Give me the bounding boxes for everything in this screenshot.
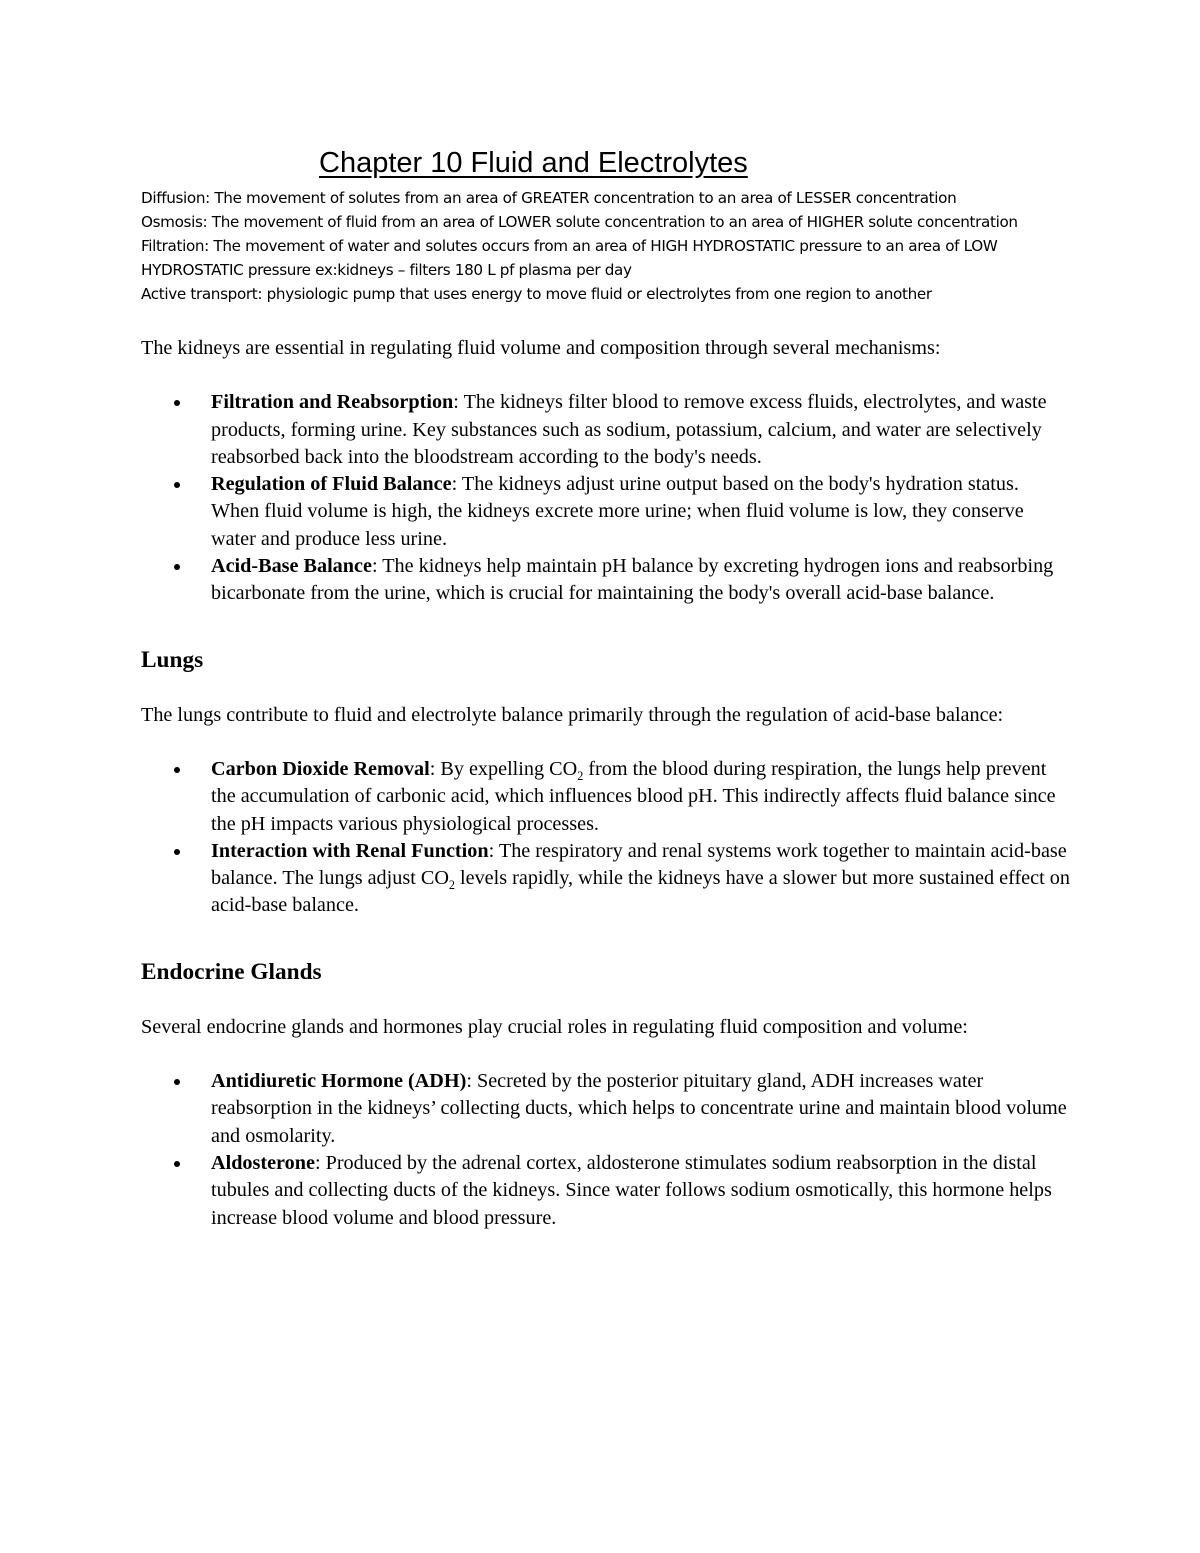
item-text: : Secreted by the posterior pituitary gland, ADH increases water reabsorption in the kidneys’ collecting ducts, which helps to concentrate urine and maintain blood volume and osmolarity. [211, 1070, 1067, 1147]
item-text: from the blood during respiration, the lungs help prevent the accumulation of carbonic acid, which influences blood pH. This indirectly affects fluid balance since the pH impacts various physiological processes. [211, 757, 1056, 835]
list-item [211, 553, 1071, 608]
definition-term: Osmosis: [141, 213, 208, 231]
list-item [211, 1068, 1071, 1150]
document-page [141, 140, 1071, 1232]
endocrine-intro: Several endocrine glands and hormones play crucial roles in regulating fluid composition and volume: [141, 1015, 968, 1038]
item-term: Interaction with Renal Function [211, 839, 489, 862]
lungs-list [141, 756, 1071, 920]
item-text: : By expelling CO [429, 757, 578, 780]
definition-osmosis [141, 210, 1071, 234]
definition-text: physiologic pump that uses energy to move fluid or electrolytes from one region to another [262, 285, 932, 303]
subscript: 2 [448, 878, 455, 893]
bullet-icon [174, 849, 180, 855]
bullet-icon [174, 400, 180, 406]
definition-text: The movement of fluid from an area of LOWER solute concentration to an area of HIGHER solute concentration [207, 213, 1018, 231]
item-term: Regulation of Fluid Balance [211, 473, 452, 496]
definition-filtration [141, 234, 1071, 282]
item-text: : The kidneys filter blood to remove excess fluids, electrolytes, and waste products, forming urine. Key substances such as sodium, potassium, calcium, and water are selectively reabsorbed back into the bloodstream according to the body's needs. [211, 391, 1047, 468]
bullet-icon [174, 482, 180, 488]
definition-diffusion [141, 186, 1071, 210]
page-title: Chapter 10 Fluid and Electrolytes [319, 147, 748, 179]
bullet-icon [174, 767, 180, 773]
item-term: Acid-Base Balance [211, 555, 372, 578]
endocrine-heading: Endocrine Glands [141, 958, 322, 985]
list-item [211, 389, 1071, 471]
item-text: : Produced by the adrenal cortex, aldosterone stimulates sodium reabsorption in the distal tubules and collecting ducts of the kidneys. Since water follows sodium osmotically, this hormone helps increase blood volume and blood pressure. [211, 1151, 1052, 1229]
bullet-icon [174, 1161, 180, 1167]
lungs-intro: The lungs contribute to fluid and electrolyte balance primarily through the regulation of acid-base balance: [141, 703, 1004, 726]
definition-term: Diffusion: [141, 189, 210, 207]
definition-term: Filtration: [141, 237, 209, 255]
item-text: levels rapidly, while the kidneys have a slower but more sustained effect on acid-base balance. [211, 867, 1070, 917]
definition-active-transport [141, 282, 1071, 306]
kidneys-intro: The kidneys are essential in regulating fluid volume and composition through several mechanisms: [141, 337, 941, 359]
item-term: Antidiuretic Hormone (ADH) [211, 1070, 467, 1093]
kidneys-list [141, 389, 1071, 607]
item-text: : The kidneys help maintain pH balance by excreting hydrogen ions and reabsorbing bicarbonate from the urine, which is crucial for maintaining the body's overall acid-base balance. [211, 555, 1054, 605]
list-item [211, 756, 1071, 838]
lungs-heading: Lungs [141, 646, 204, 673]
list-item [211, 1150, 1071, 1232]
subscript: 2 [577, 769, 584, 783]
item-text: : The respiratory and renal systems work together to maintain acid-base balance. The lungs adjust CO [211, 839, 1067, 890]
item-term: Filtration and Reabsorption [211, 391, 454, 414]
definition-text: The movement of solutes from an area of GREATER concentration to an area of LESSER concentration [209, 189, 957, 207]
item-term: Carbon Dioxide Removal [211, 757, 430, 780]
item-text: : The kidneys adjust urine output based on the body's hydration status. When fluid volume is high, the kidneys excrete more urine; when fluid volume is low, they conserve water and produce less urine. [211, 473, 1024, 550]
list-item [211, 838, 1071, 920]
endocrine-list [141, 1068, 1071, 1232]
definition-term: Active transport: [141, 285, 263, 303]
item-term: Aldosterone [211, 1151, 315, 1174]
bullet-icon [174, 564, 180, 570]
definitions-block [141, 186, 1071, 306]
list-item [211, 471, 1071, 553]
definition-text: The movement of water and solutes occurs from an area of HIGH HYDROSTATIC pressure to an area of LOW HYDROSTATIC pressure ex:kidneys – filters 180 L pf plasma per day [141, 237, 998, 279]
bullet-icon [174, 1079, 180, 1085]
